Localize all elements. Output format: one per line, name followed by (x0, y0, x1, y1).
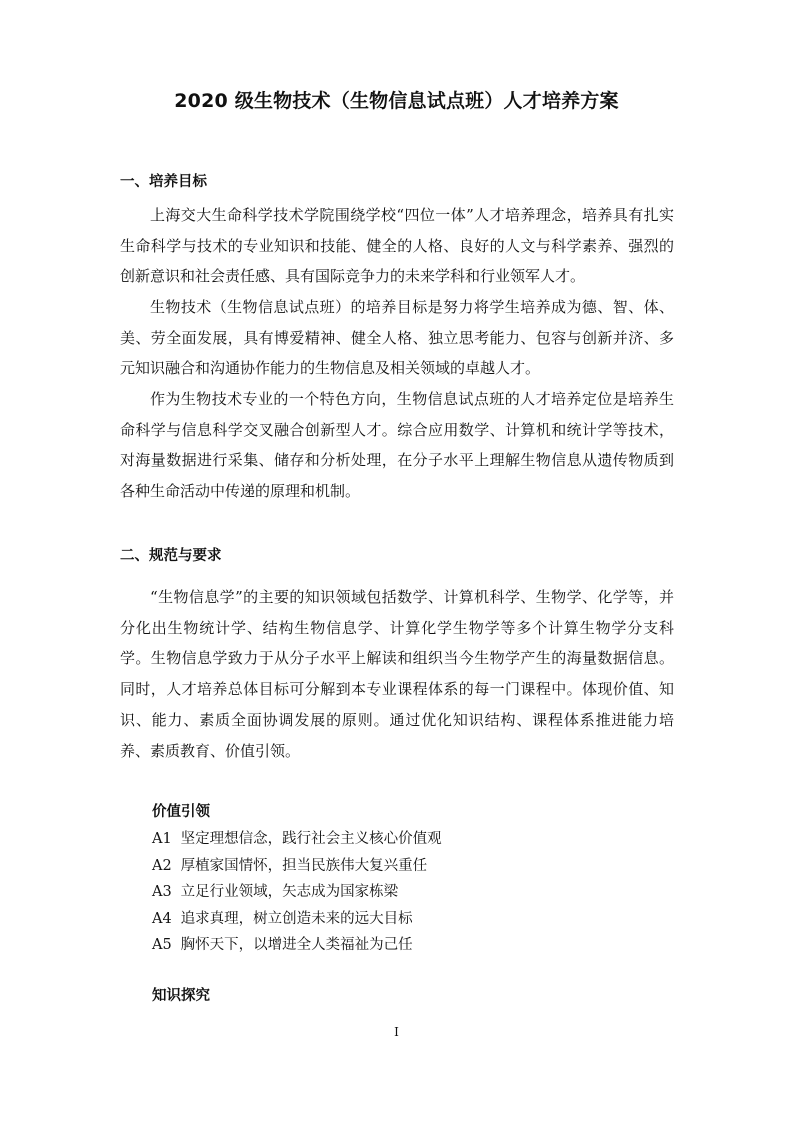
paragraph-program-positioning: 作为生物技术专业的一个特色方向，生物信息试点班的人才培养定位是培养生命科学与信息科学交叉融合创新型人才。综合应用数学、计算机和统计学等技术，对海量数据进行采集、储存和分析处理，在分子水平上理解生物信息从遗传物质到各种生命活动中传递的原理和机制。 (120, 390, 674, 501)
list-item (152, 826, 442, 853)
value-code: A5 (152, 937, 172, 953)
paragraph-knowledge-domains: “生物信息学”的主要的知识领域包括数学、计算机科学、生物学、化学等，并分化出生物统计学、结构生物信息学、计算化学生物学等多个计算生物学分支科学。生物信息学致力于从分子水平上解读和组织当今生物学产生的海量数据信息。同时，人才培养总体目标可分解到本专业课程体系的每一门课程中。体现价值、知识、能力、素质全面协调发展的原则。通过优化知识结构、课程体系推进能力培养、素质教育、价值引领。 (120, 588, 674, 760)
value-text: 坚定理想信念，践行社会主义核心价值观 (180, 831, 442, 847)
section-heading-standards: 二、规范与要求 (120, 548, 222, 564)
page-number: I (394, 1025, 399, 1039)
subheading-knowledge-inquiry: 知识探究 (152, 988, 210, 1004)
paragraph-program-goal: 生物技术（生物信息试点班）的培养目标是努力将学生培养成为德、智、体、美、劳全面发展，具有博爱精神、健全人格、独立思考能力、包容与创新并济、多元知识融合和沟通协作能力的生物信息及相关领域的卓越人才。 (120, 298, 674, 378)
value-text: 立足行业领域，矢志成为国家栋梁 (180, 884, 399, 900)
value-code: A1 (152, 831, 172, 847)
value-text: 追求真理，树立创造未来的远大目标 (180, 910, 413, 927)
subheading-value-guidance: 价值引领 (152, 804, 210, 820)
value-code: A4 (152, 910, 172, 927)
list-item (152, 853, 442, 880)
value-guidance-list (152, 826, 442, 959)
section-heading-training-goals: 一、培养目标 (120, 174, 207, 190)
paragraph-school-philosophy: 上海交大生命科学技术学院围绕学校“四位一体”人才培养理念，培养具有扎实生命科学与技术的专业知识和技能、健全的人格、良好的人文与科学素养、强烈的创新意识和社会责任感、具有国际竞争力的未来学科和行业领军人才。 (120, 206, 674, 286)
document-title: 2020 级生物技术（生物信息试点班）人才培养方案 (174, 90, 619, 112)
value-code: A2 (152, 857, 172, 874)
value-text: 厚植家国情怀，担当民族伟大复兴重任 (180, 857, 428, 874)
value-text: 胸怀天下，以增进全人类福祉为己任 (180, 937, 413, 953)
list-item (152, 906, 442, 933)
list-item (152, 879, 442, 906)
value-code: A3 (152, 884, 172, 900)
list-item (152, 932, 442, 959)
